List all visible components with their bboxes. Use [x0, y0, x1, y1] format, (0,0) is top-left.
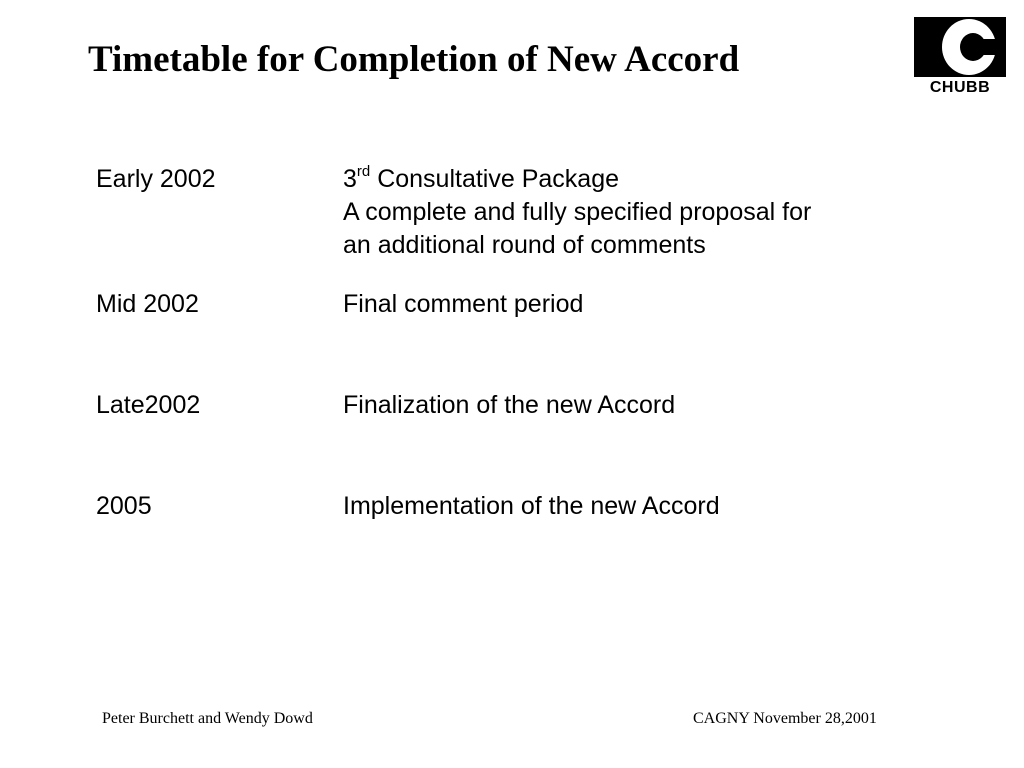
timeline-description-line: A complete and fully specified proposal for — [343, 198, 812, 226]
footer-authors: Peter Burchett and Wendy Dowd — [102, 710, 313, 727]
timeline-description-line — [343, 163, 811, 196]
timeline-date: Late2002 — [96, 391, 201, 419]
timeline-description-line: an additional round of comments — [343, 231, 706, 259]
package-name: Consultative Package — [370, 165, 620, 193]
slide-title: Timetable for Completion of New Accord — [88, 39, 740, 80]
ordinal-suffix: rd — [356, 162, 371, 180]
timeline-description: Finalization of the new Accord — [343, 391, 676, 419]
timeline-date: 2005 — [96, 492, 152, 520]
timeline-description: Implementation of the new Accord — [343, 492, 720, 520]
logo-wordmark: CHUBB — [929, 79, 991, 96]
timeline-description — [343, 163, 811, 262]
footer-event: CAGNY November 28,2001 — [693, 710, 877, 727]
timeline-date: Mid 2002 — [96, 290, 199, 318]
timeline-date: Early 2002 — [96, 165, 216, 193]
timeline-description: Final comment period — [343, 290, 584, 318]
ordinal-number: 3 — [343, 165, 357, 193]
